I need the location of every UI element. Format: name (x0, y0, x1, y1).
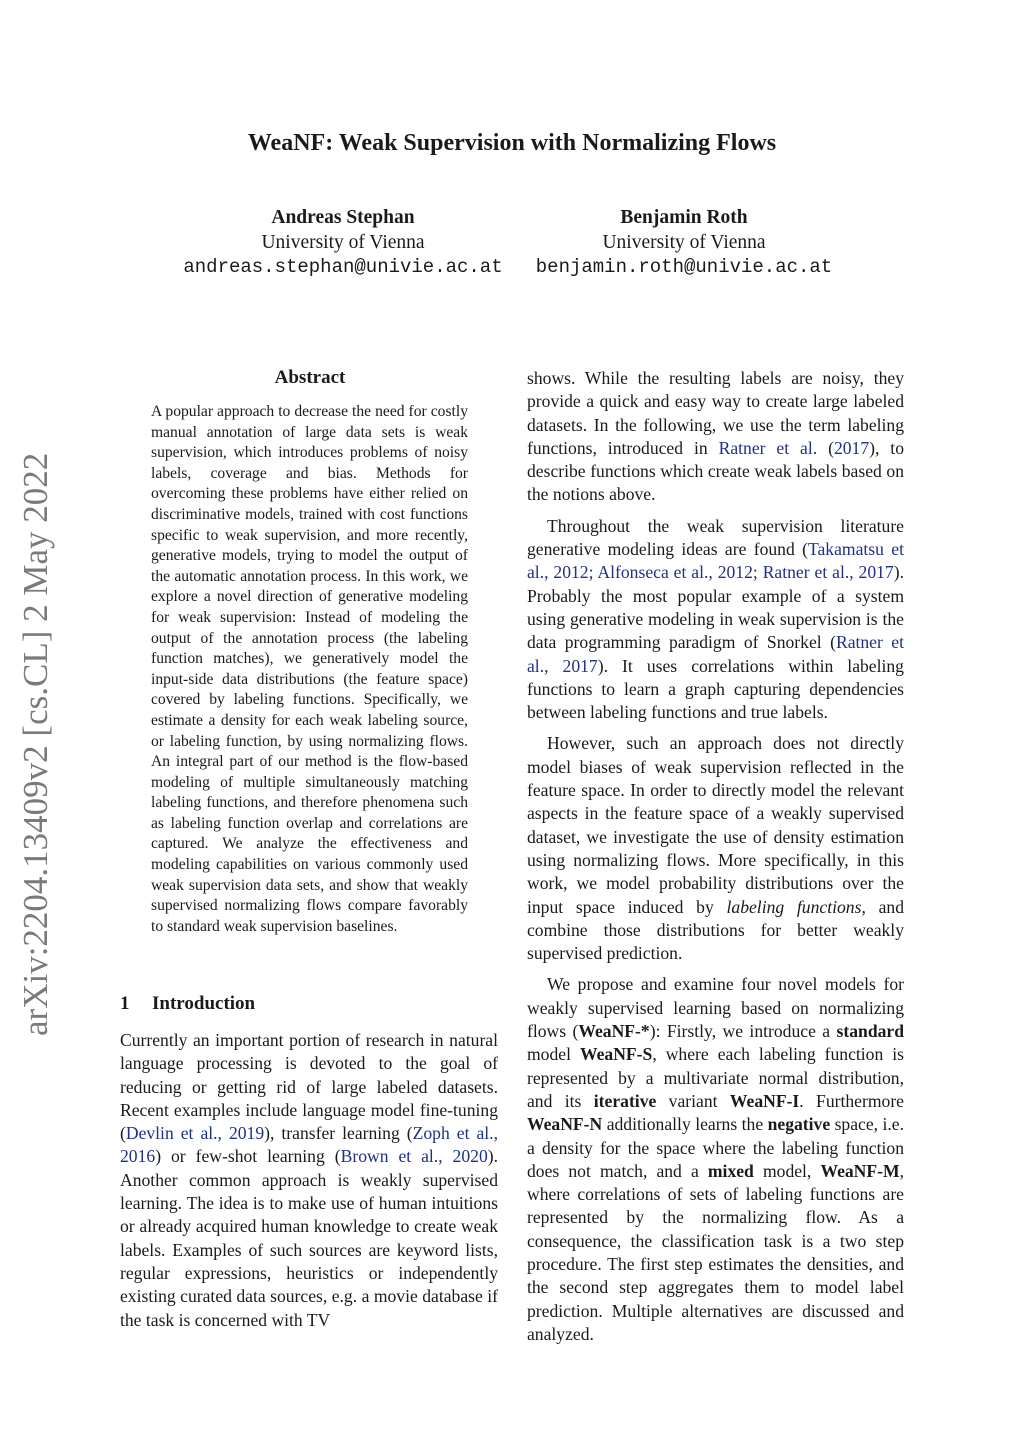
author-affiliation: University of Vienna (261, 231, 425, 253)
abstract-text: A popular approach to decrease the need for costly manual annotation of large data sets is weak supervision, which introduces problems of noisy labels, coverage and bias. Methods for overcoming these problems have either relied on discriminative models, trained with cost functions specific to weak supervision, and more recently, generative models, trying to model the output of the automatic annotation process. In this work, we explore a novel direction of generative modeling for weak supervision: Instead of modeling the output of the annotation process (the labeling function matches), we generatively model the input-side data distributions (the feature space) covered by labeling functions. Specifically, we estimate a density for each weak labeling source, or labeling function, by using normalizing flows. An integral part of our method is the flow-based modeling of multiple simultaneously matching labeling functions, and therefore phenomena such as labeling function overlap and correlations are captured. We analyze the effectiveness and modeling capabilities on various commonly used weak supervision data sets, and show that weakly supervised normalizing flows compare favorably to standard weak supervision baselines. (151, 403, 468, 935)
intro-paragraph-1: shows. While the resulting labels are noisy, they provide a quick and easy way to create large labeled datasets. In the following, we use the term labeling functions, introduced in Ratner et al. (2017), to describe functions which create weak labels based on the notions above. (527, 368, 904, 505)
author-block-2 (520, 206, 848, 280)
section-number: 1 (120, 993, 130, 1014)
citation-link[interactable]: Devlin et al., 2019 (125, 1123, 265, 1144)
intro-paragraph-2: Throughout the weak supervision literature generative modeling ideas are found (Takamatsu et al., 2012; Alfonseca et al., 2012; Ratner et al., 2017). Probably the most popular example of a system using generative modeling in weak supervision is the data programming paradigm of Snorkel (Ratner et al., 2017). It uses correlations within labeling functions to learn a graph capturing dependencies between labeling functions and true labels. (527, 515, 904, 723)
citation-link[interactable]: Brown et al., 2020 (340, 1146, 488, 1167)
citation-link[interactable]: 2017 (833, 437, 870, 458)
author-email[interactable]: benjamin.roth@univie.ac.at (535, 256, 833, 278)
intro-paragraph-3: However, such an approach does not directly model biases of weak supervision reflected in the feature space. In order to directly model the relevant aspects in the feature space of a weakly supervised dataset, we investigate the use of density estimation using normalizing flows. More specifically, in this work, we model probability distributions over the input space induced by labeling functions, and combine those distributions for better weakly supervised prediction. (527, 733, 904, 964)
author-block-1 (170, 206, 516, 280)
section-title: Introduction (152, 993, 256, 1014)
intro-paragraph-left: Currently an important portion of research in natural language processing is devoted to the goal of reducing or getting rid of large labeled datasets. Recent examples include language model fine-tuning (Devlin et al., 2019), transfer learning (Zoph et al., 2016) or few-shot learning (Brown et al., 2020). Another common approach is weakly supervised learning. The idea is to make use of human intuitions or already acquired human knowledge to create weak labels. Examples of such sources are keyword lists, regular expressions, heuristics or independently existing curated data sources, e.g. a movie database if the task is concerned with TV (120, 1030, 499, 1330)
citation-link[interactable]: Ratner et al. (718, 437, 818, 458)
author-email[interactable]: andreas.stephan@univie.ac.at (183, 256, 503, 278)
author-name: Andreas Stephan (271, 207, 415, 228)
right-column (527, 367, 904, 1354)
arxiv-identifier: arXiv:2204.13409v2 [cs.CL] 2 May 2022 (16, 452, 55, 1036)
author-affiliation: University of Vienna (602, 231, 766, 253)
section-heading (120, 993, 255, 1015)
citation-link[interactable]: Takamatsu et al., 2012; Alfonseca et al., 2012; Ratner et al., 2017 (527, 539, 904, 583)
citation-link[interactable]: Zoph et al., 2016 (120, 1123, 498, 1167)
intro-paragraph-4: We propose and examine four novel models for weakly supervised learning based on normalizing flows (WeaNF-*): Firstly, we introduce a standard model WeaNF-S, where each labeling function is represented by a multivariate normal distribution, and its iterative variant WeaNF-I. Furthermore WeaNF-N additionally learns the negative space, i.e. a density for the space where the labeling function does not match, and a mixed model, WeaNF-M, where correlations of sets of labeling functions are represented by the normalizing flow. As a consequence, the classification task is a two step procedure. The first step estimates the densities, and the second step aggregates them to model label prediction. Multiple alternatives are discussed and analyzed. (527, 974, 905, 1344)
author-name: Benjamin Roth (620, 207, 748, 228)
abstract-heading: Abstract (274, 367, 346, 388)
paper-title: WeaNF: Weak Supervision with Normalizing Flows (247, 130, 777, 156)
citation-link[interactable]: Ratner et al., 2017 (527, 632, 904, 676)
